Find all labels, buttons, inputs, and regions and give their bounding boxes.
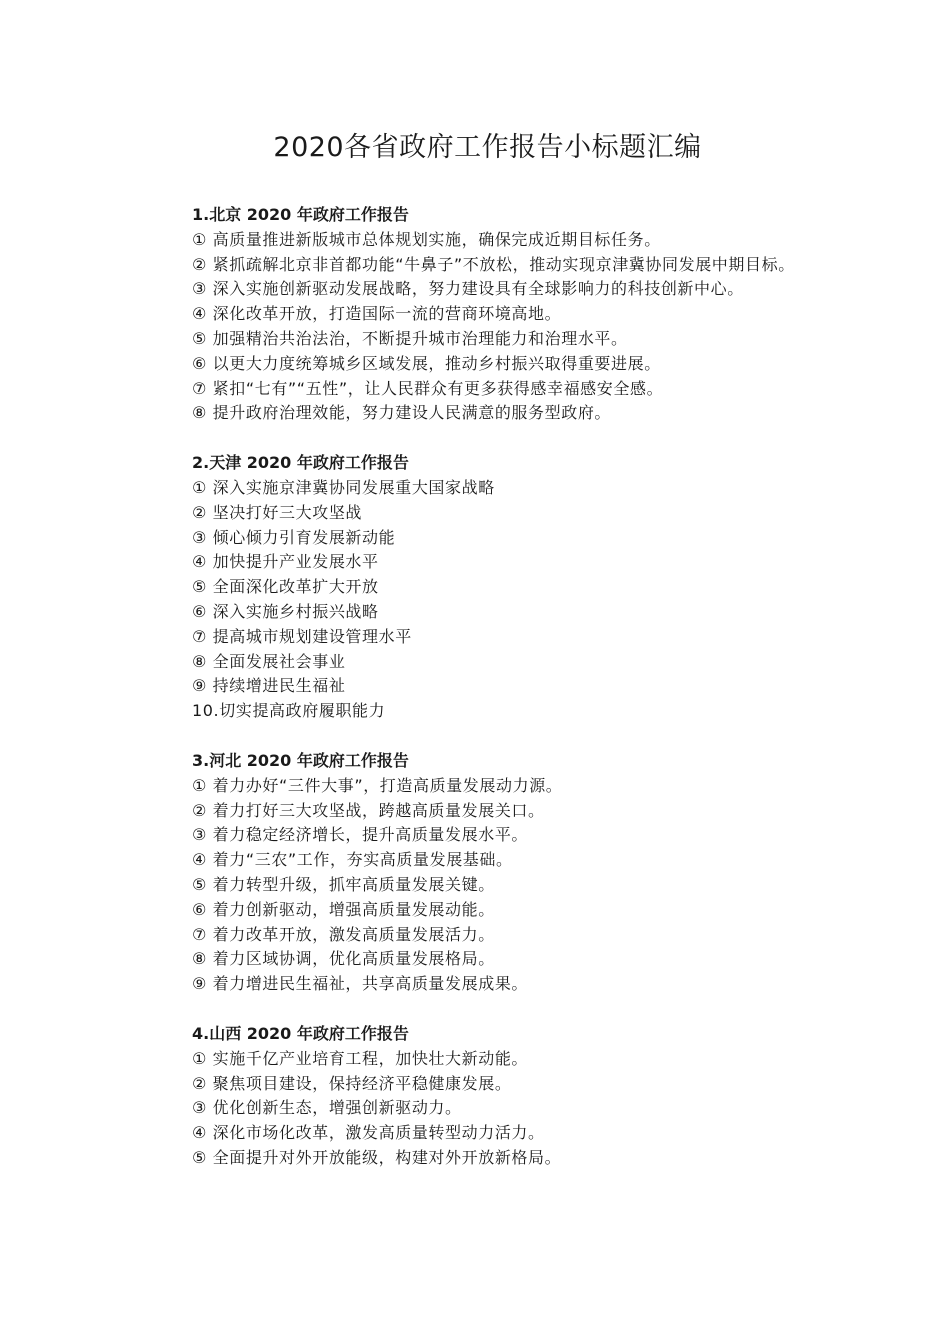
section-heading: 2.天津 2020 年政府工作报告	[192, 453, 409, 473]
section-item: ① 深入实施京津冀协同发展重大国家战略	[192, 477, 495, 497]
sections-container	[155, 203, 800, 1171]
section-item: ② 着力打好三大攻坚战，跨越高质量发展关口。	[192, 800, 545, 820]
section-item: ⑤ 加强精治共治法治，不断提升城市治理能力和治理水平。	[192, 328, 628, 348]
section-item: ② 坚决打好三大攻坚战	[192, 502, 363, 522]
section-heading: 3.河北 2020 年政府工作报告	[192, 750, 409, 770]
section-heading: 1.北京 2020 年政府工作报告	[192, 205, 409, 224]
section-item: ① 高质量推进新版城市总体规划实施，确保完成近期目标任务。	[192, 229, 661, 249]
section-item: ③ 优化创新生态，增强创新驱动力。	[192, 1098, 462, 1118]
section-item: ③ 着力稳定经济增长，提升高质量发展水平。	[192, 825, 529, 845]
section-item: 10.切实提高政府履职能力	[192, 701, 386, 721]
section-item: ④ 深化改革开放，打造国际一流的营商环境高地。	[192, 304, 562, 324]
section-item: ③ 倾心倾力引育发展新动能	[192, 527, 396, 547]
section-item: ⑧ 着力区域协调，优化高质量发展格局。	[192, 949, 495, 969]
section-item: ⑦ 提高城市规划建设管理水平	[192, 626, 412, 646]
section-item: ⑦ 紧扣“七有”“五性”，让人民群众有更多获得感幸福感安全感。	[192, 378, 664, 398]
section-item: ① 实施千亿产业培育工程，加快壮大新动能。	[192, 1048, 529, 1068]
section-item: ⑥ 着力创新驱动，增强高质量发展动能。	[192, 899, 495, 919]
section-item: ⑤ 全面深化改革扩大开放	[192, 577, 379, 597]
section-item: ① 着力办好“三件大事”，打造高质量发展动力源。	[192, 775, 563, 795]
section-item: ⑥ 深入实施乡村振兴战略	[192, 601, 379, 621]
report-section	[155, 203, 800, 426]
section-item: ④ 着力“三农”工作，夯实高质量发展基础。	[192, 850, 513, 870]
section-item: ⑧ 提升政府治理效能，努力建设人民满意的服务型政府。	[192, 403, 612, 423]
section-item: ② 紧抓疏解北京非首都功能“牛鼻子”不放松，推动实现京津冀协同发展中期目标。	[192, 254, 795, 274]
report-section	[155, 1022, 800, 1171]
section-item: ④ 深化市场化改革，激发高质量转型动力活力。	[192, 1123, 545, 1143]
section-item: ③ 深入实施创新驱动发展战略，努力建设具有全球影响力的科技创新中心。	[192, 279, 744, 299]
section-item: ⑦ 着力改革开放，激发高质量发展活力。	[192, 924, 495, 944]
report-section	[155, 749, 800, 997]
report-section	[155, 451, 800, 724]
section-item: ⑤ 着力转型升级，抓牢高质量发展关键。	[192, 874, 495, 894]
section-item: ⑧ 全面发展社会事业	[192, 651, 346, 671]
section-item: ⑨ 着力增进民生福祉，共享高质量发展成果。	[192, 974, 529, 994]
section-item: ⑥ 以更大力度统筹城乡区域发展，推动乡村振兴取得重要进展。	[192, 353, 661, 373]
section-item: ② 聚焦项目建设，保持经济平稳健康发展。	[192, 1073, 512, 1093]
section-item: ④ 加快提升产业发展水平	[192, 552, 379, 572]
section-heading: 4.山西 2020 年政府工作报告	[192, 1023, 409, 1043]
document-title: 2020各省政府工作报告小标题汇编	[273, 132, 702, 163]
section-item: ⑤ 全面提升对外开放能级，构建对外开放新格局。	[192, 1147, 562, 1167]
section-item: ⑨ 持续增进民生福祉	[192, 676, 346, 696]
